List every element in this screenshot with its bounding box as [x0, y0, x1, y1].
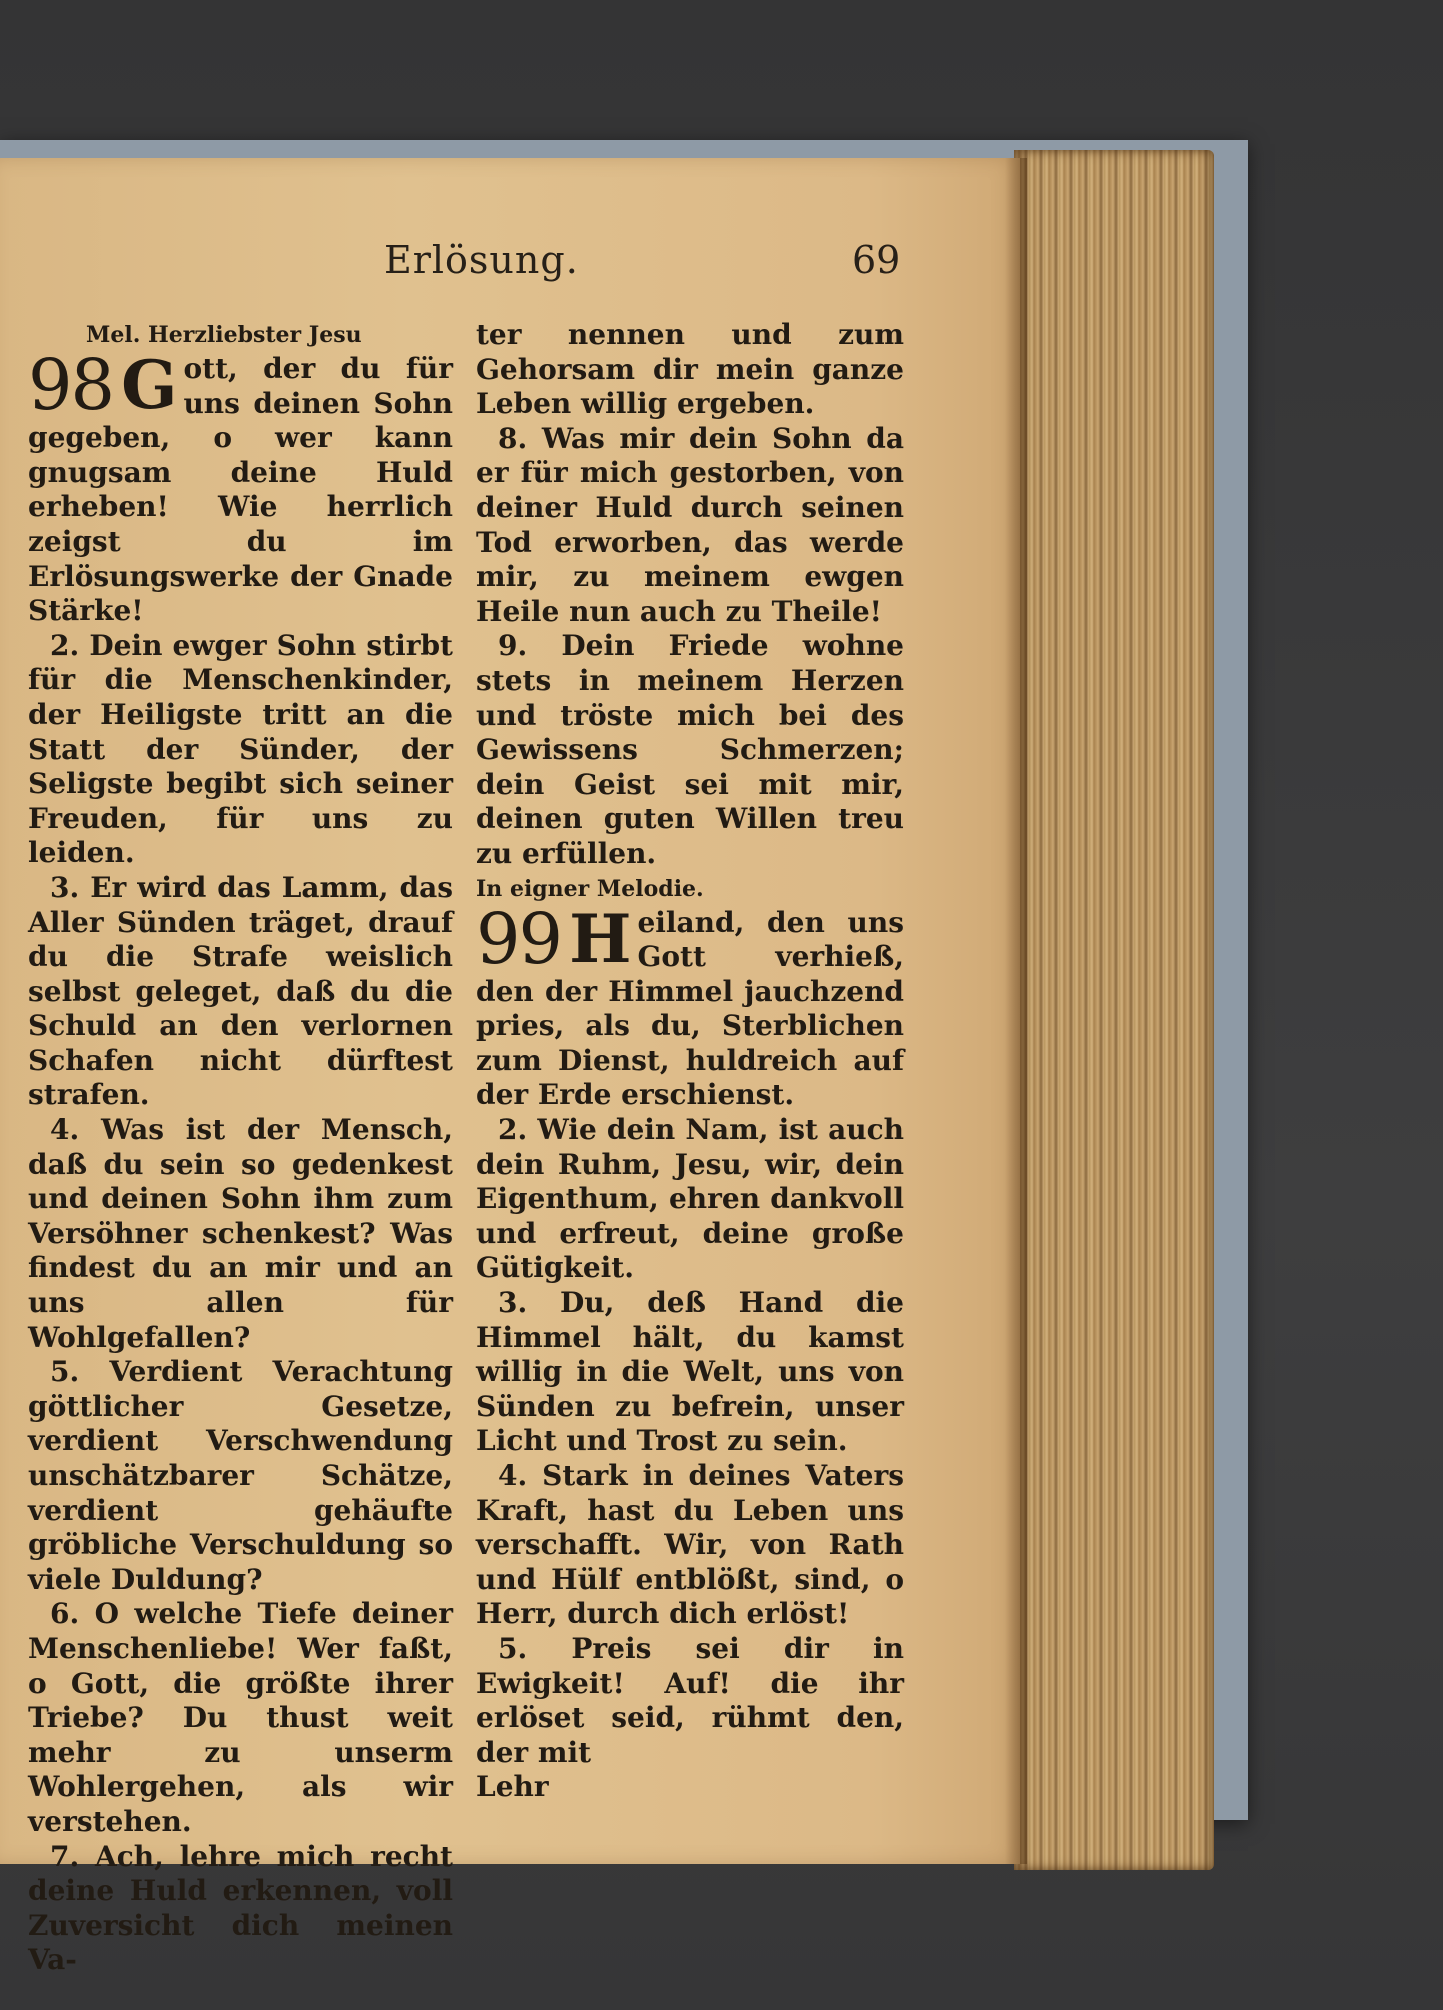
verse-2: 2. Wie dein Nam, ist auch dein Ruhm, Jesu, wir, dein Eigenthum, ehren dankvoll und erfreut, deine große Gütigkeit.	[476, 1113, 904, 1285]
hymn-99-first-verse	[476, 897, 904, 1114]
page-number: 69	[852, 238, 901, 282]
verse-9: 9. Dein Friede wohne stets in meinem Herzen und tröste mich bei des Gewissens Schmerzen; dein Geist sei mit mir, deinen guten Willen treu zu erfüllen.	[476, 629, 904, 870]
page-fold-shadow	[1005, 158, 1027, 1864]
verse-text: ott, der du für uns deinen Sohn gegeben, o wer kann gnugsam deine Huld erheben! Wie herrlich zeigst du im Erlösungswerke der Gnade Stärke!	[28, 352, 453, 628]
verse-text: eiland, den uns Gott verhieß, den der Himmel jauchzend pries, als du, Sterblichen zum Dienst, huldreich auf der Erde erschienst.	[476, 905, 904, 1112]
hymn-number: 99	[476, 897, 562, 980]
page-header	[0, 238, 1020, 298]
verse-8: 8. Was mir dein Sohn da er für mich gestorben, von deiner Huld durch seinen Tod erworben, das werde mir, zu meinem ewgen Heile nun auch zu Theile!	[476, 421, 904, 628]
verse-2: 2. Dein ewger Sohn stirbt für die Menschenkinder, der Heiligste tritt an die Statt der Sünder, der Seligste begibt sich seiner Freuden, für uns zu leiden.	[28, 628, 453, 870]
verse-3: 3. Du, deß Hand die Himmel hält, du kamst willig in die Welt, uns von Sünden zu befrein, unser Licht und Trost zu sein.	[476, 1286, 904, 1458]
verse-7-continued: ter nennen und zum Gehorsam dir mein ganze Leben willig ergeben.	[476, 318, 904, 421]
verse-7: 7. Ach, lehre mich recht deine Huld erkennen, voll Zuversicht dich meinen Va-	[28, 1839, 453, 1977]
catchword: Lehr	[476, 1770, 549, 1804]
verse-4: 4. Was ist der Mensch, daß du sein so gedenkest und deinen Sohn ihm zum Versöhner schenkest? Was findest du an mir und an uns allen für Wohlgefallen?	[28, 1113, 453, 1354]
left-column	[28, 318, 453, 1978]
verse-4: 4. Stark in deines Vaters Kraft, hast du Leben uns verschafft. Wir, von Rath und Hülf entblößt, sind, o Herr, durch dich erlöst!	[476, 1459, 904, 1631]
drop-initial: G	[121, 346, 178, 424]
hymn-98-first-verse	[28, 344, 453, 629]
verse-6: 6. O welche Tiefe deiner Menschenliebe! Wer faßt, o Gott, die größte ihrer Triebe? Du thust weit mehr zu unserm Wohlergehen, als wir verstehen.	[28, 1597, 453, 1838]
verse-5: 5. Preis sei dir in Ewigkeit! Auf! die ihr erlöset seid, rühmt den, der mit	[476, 1631, 904, 1769]
melody-indication: In eigner Melodie.	[476, 875, 704, 902]
right-column	[476, 318, 904, 1805]
verse-5: 5. Verdient Verachtung göttlicher Gesetze, verdient Verschwendung unschätzbarer Schätze, verdient gehäufte gröbliche Verschuldung so viele Duldung?	[28, 1355, 453, 1596]
drop-initial: H	[569, 899, 632, 978]
running-title: Erlösung.	[384, 238, 579, 282]
page-edges	[1014, 150, 1214, 1870]
hymn-number: 98	[28, 344, 114, 426]
melody-indication: Mel. Herzliebster Jesu	[86, 322, 362, 348]
verse-3: 3. Er wird das Lamm, das Aller Sünden träget, drauf du die Strafe weislich selbst geleget, daß du die Schuld an den verlornen Schafen nicht dürftest strafen.	[28, 870, 453, 1112]
